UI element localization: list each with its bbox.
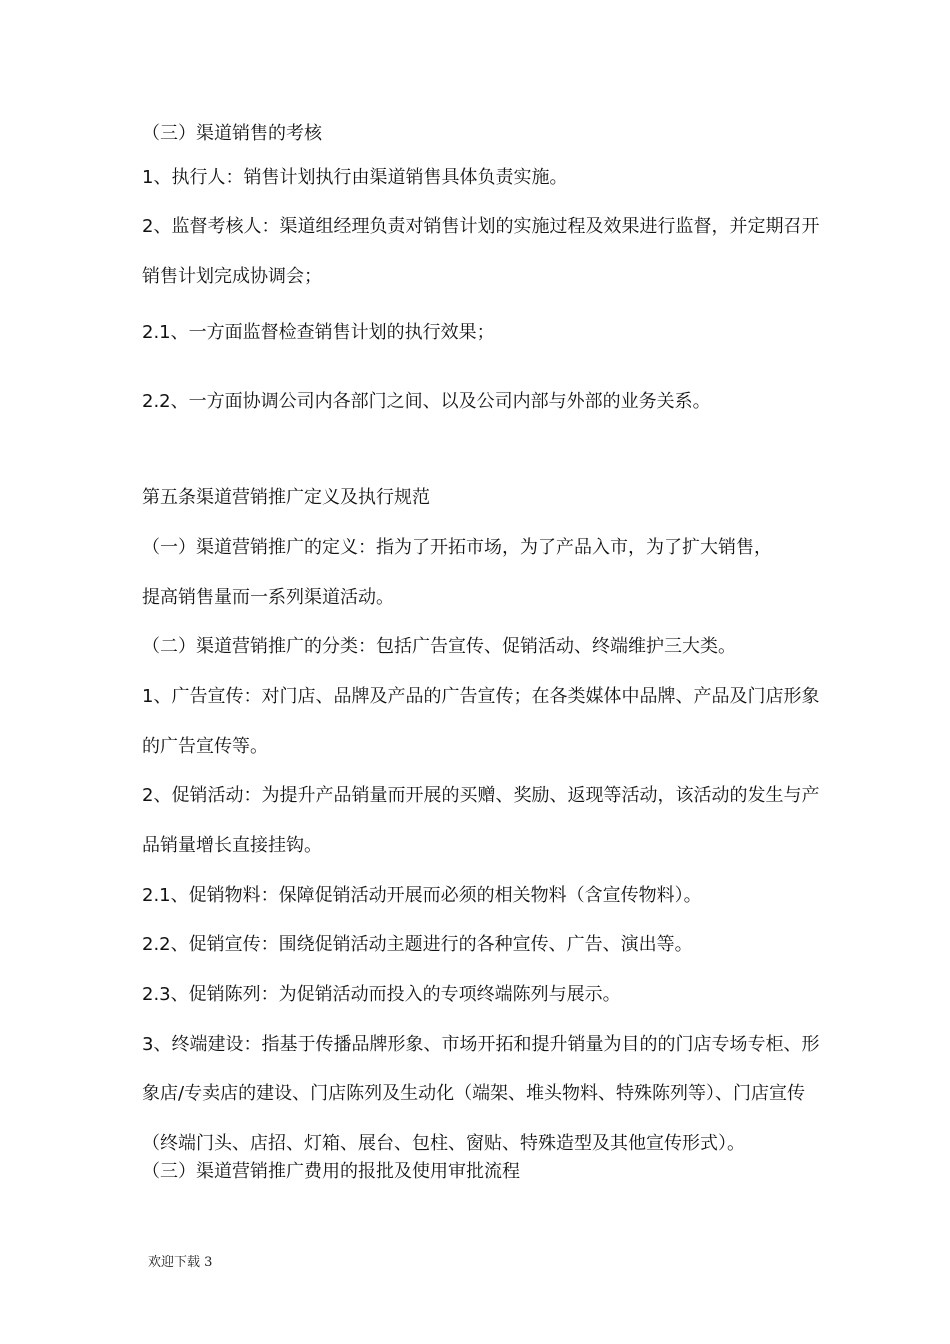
paragraph-promo-publicity: 2.2、促销宣传：围绕促销活动主题进行的各种宣传、广告、演出等。: [142, 934, 693, 955]
paragraph-supervisor-continued: 销售计划完成协调会；: [142, 266, 322, 287]
paragraph-advertising-continued: 的广告宣传等。: [142, 736, 268, 757]
paragraph-promo-materials: 2.1、促销物料：保障促销活动开展而必须的相关物料（含宣传物料）。: [142, 885, 702, 906]
page-footer: 欢迎下载 3: [148, 1255, 213, 1270]
paragraph-advertising: 1、广告宣传：对门店、品牌及产品的广告宣传；在各类媒体中品牌、产品及门店形象: [142, 686, 820, 707]
paragraph-definition: （一）渠道营销推广的定义：指为了开拓市场，为了产品入市，为了扩大销售，: [142, 537, 772, 558]
paragraph-terminal-construction-continued: 象店/专卖店的建设、门店陈列及生动化（端架、堆头物料、特殊陈列等）、门店宣传: [142, 1083, 806, 1104]
paragraph-item-2-2: 2.2、一方面协调公司内各部门之间、以及公司内部与外部的业务关系。: [142, 391, 711, 412]
paragraph-promotion-continued: 品销量增长直接挂钩。: [142, 835, 322, 856]
paragraph-supervisor: 2、监督考核人：渠道组经理负责对销售计划的实施过程及效果进行监督，并定期召开: [142, 216, 820, 237]
section-heading-expense-approval: （三）渠道营销推广费用的报批及使用审批流程: [142, 1161, 520, 1182]
paragraph-classification: （二）渠道营销推广的分类：包括广告宣传、促销活动、终端维护三大类。: [142, 636, 736, 657]
paragraph-terminal-construction-end: （终端门头、店招、灯箱、展台、包柱、窗贴、特殊造型及其他宣传形式）。: [142, 1133, 745, 1154]
paragraph-terminal-construction: 3、终端建设：指基于传播品牌形象、市场开拓和提升销量为目的的门店专场专柜、形: [142, 1034, 820, 1055]
paragraph-promotion: 2、促销活动：为提升产品销量而开展的买赠、奖励、返现等活动，该活动的发生与产: [142, 785, 820, 806]
article-heading-article-5: 第五条渠道营销推广定义及执行规范: [142, 487, 430, 508]
paragraph-executor: 1、执行人：销售计划执行由渠道销售具体负责实施。: [142, 167, 568, 188]
paragraph-definition-continued: 提高销售量而一系列渠道活动。: [142, 587, 394, 608]
paragraph-item-2-1: 2.1、一方面监督检查销售计划的执行效果；: [142, 322, 495, 343]
section-heading-channel-sales-assessment: （三）渠道销售的考核: [142, 123, 322, 144]
paragraph-promo-display: 2.3、促销陈列：为促销活动而投入的专项终端陈列与展示。: [142, 984, 621, 1005]
